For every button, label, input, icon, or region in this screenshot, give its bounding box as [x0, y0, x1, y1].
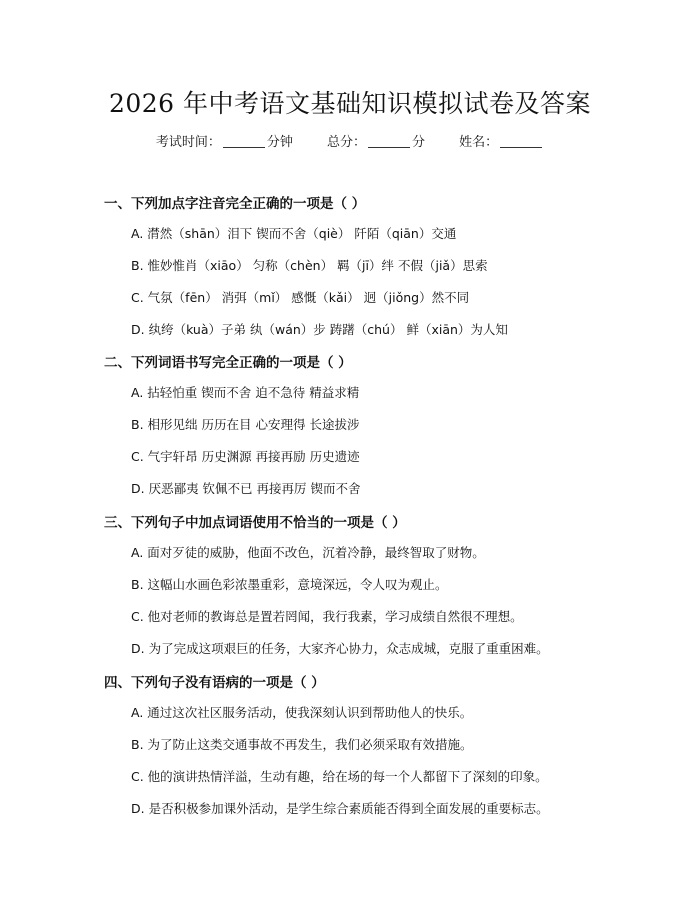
total-score-label: 总分： — [326, 135, 366, 150]
exam-time-field — [156, 135, 293, 150]
section-1-option-a: A. 潸然（shān）泪下 锲而不舍（qiè） 阡陌（qiān）交通 — [131, 226, 457, 241]
exam-info-line — [0, 131, 700, 150]
total-score-field — [327, 135, 425, 150]
section-4-heading: 四、下列句子没有语病的一项是（ ） — [104, 675, 325, 691]
exam-time-label: 考试时间： — [155, 135, 221, 150]
section-2-option-a: A. 拈轻怕重 锲而不舍 迫不急待 精益求精 — [131, 385, 360, 400]
section-4-option-c: C. 他的演讲热情洋溢，生动有趣，给在场的每一个人都留下了深刻的印象。 — [131, 769, 548, 784]
section-3-heading: 三、下列句子中加点词语使用不恰当的一项是（ ） — [104, 515, 406, 531]
section-1-option-d: D. 纨绔（kuà）子弟 纨（wán）步 踌躇（chú） 鲜（xiān）为人知 — [131, 322, 508, 337]
exam-time-blank — [223, 147, 265, 148]
total-score-blank — [368, 147, 410, 148]
section-4-option-d: D. 是否积极参加课外活动，是学生综合素质能否得到全面发展的重要标志。 — [131, 801, 549, 816]
total-score-unit: 分 — [412, 135, 426, 150]
section-3-option-a: A. 面对歹徒的威胁，他面不改色，沉着冷静，最终智取了财物。 — [131, 545, 485, 560]
page-title: 2026 年中考语文基础知识模拟试卷及答案 — [108, 89, 592, 118]
section-3-option-c: C. 他对老师的教诲总是置若罔闻，我行我素，学习成绩自然很不理想。 — [131, 609, 523, 624]
section-1-option-c: C. 气氛（fēn） 消弭（mǐ） 感慨（kǎi） 迥（jiǒng）然不同 — [131, 290, 470, 305]
name-blank — [500, 147, 542, 148]
section-1-option-b: B. 惟妙惟肖（xiāo） 匀称（chèn） 羁（jī）绊 不假（jiǎ）思索 — [131, 258, 488, 273]
section-2-option-b: B. 相形见绌 历历在目 心安理得 长途拔涉 — [131, 417, 360, 432]
name-label: 姓名： — [459, 135, 499, 150]
section-3-option-d: D. 为了完成这项艰巨的任务，大家齐心协力，众志成城，克服了重重困难。 — [131, 641, 549, 656]
name-field — [459, 135, 544, 150]
section-4-option-b: B. 为了防止这类交通事故不再发生，我们必须采取有效措施。 — [131, 737, 473, 752]
section-2-option-c: C. 气宇轩昂 历史渊源 再接再励 历史遗迹 — [131, 449, 360, 464]
section-1-heading: 一、下列加点字注音完全正确的一项是（ ） — [104, 196, 366, 212]
section-4-option-a: A. 通过这次社区服务活动，使我深刻认识到帮助他人的快乐。 — [131, 705, 473, 720]
exam-time-unit: 分钟 — [266, 135, 293, 150]
section-2-heading: 二、下列词语书写完全正确的一项是（ ） — [104, 355, 352, 371]
section-2-option-d: D. 厌恶鄙夷 钦佩不已 再接再厉 锲而不舍 — [131, 481, 361, 496]
section-3-option-b: B. 这幅山水画色彩浓墨重彩，意境深远，令人叹为观止。 — [131, 577, 448, 592]
